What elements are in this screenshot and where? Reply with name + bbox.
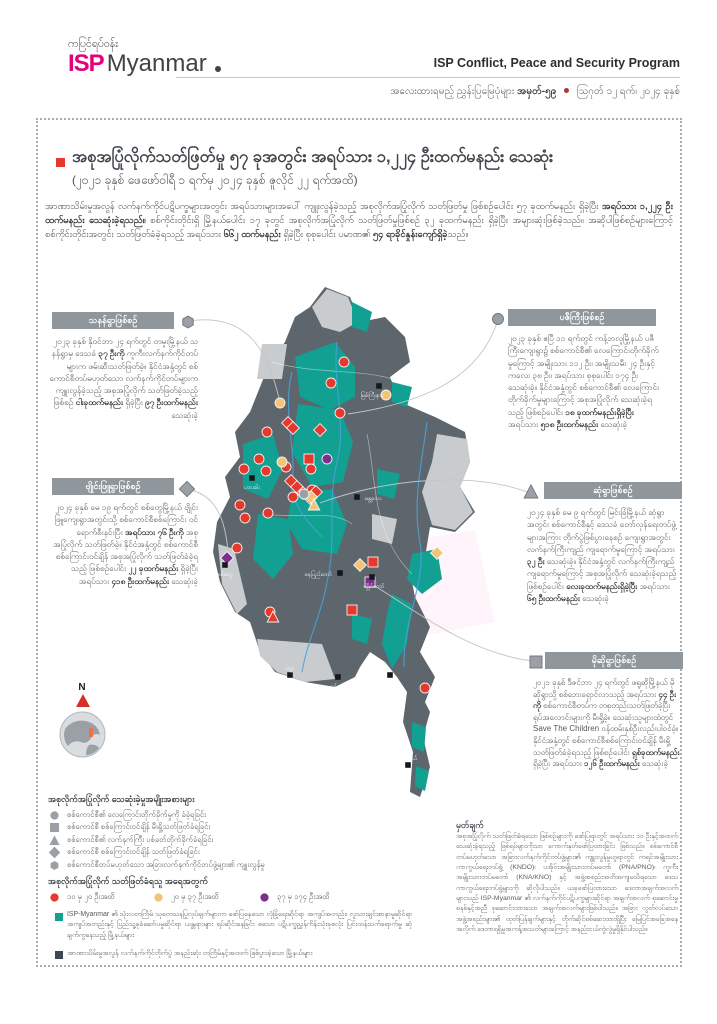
svg-text:နေပြည်တော်: နေပြည်တော်: [304, 572, 332, 578]
globe-icon: [59, 711, 106, 758]
notes-text: အစုအပြုံလိုက် သတ်ဖြတ်ခံရသော ဖြစ်စဉ်များကို ဖော်ပြရာတွင် အရပ်သား ၁၀ ဦးနှင့်အထက် သေဆုံးခဲ့ရသည့် ဖြစ်ရပ်များကိုသာ ကောက်နုတ်ဖော်ပြထားခြင်း ဖြစ်သည်။ စစ်ကောင်စီတပ်မဟုတ်သော အခြားလက်နက်ကိုင်တပ်ဖွဲ့များ၏ ကျူးလွန်မှုဟူရာတွင် ကရင်အမျိုးသား ကာကွယ်ရေးတပ်ဖွဲ့ (KNDO)၊ ပအိုဝ်းအမျိုးသားတပ်မတော် (PNA/PNO)၊ ကူကီးအမျိုးသားတပ်မတော် (KNA/KNO) နှင့် အဖွဲ့အစည်းအတိအကျမသိရသော ဒေသကာကွယ်ရေးတပ်ဖွဲ့များကို ဆိုလိုပါသည်။ ယခုဖော်ပြထားသော ဒေတာအချက်အလက်များသည် ISP-Myanmar ၏ လက်နက်ကိုင်ပဋိပက္ခများဆိုင်ရာ အချက်အလက် စုဆောင်းမှုစနစ်နှင့်အညီ စုဆောင်းထားသော အချက်အလက်များဖြစ်ပါသည်။ အခြား လွတ်လပ်သောအဖွဲ့အစည်းများ၏ ထုတ်ပြန်ချက်များနှင့် တိုက်ဆိုင်စစ်ဆေးထားရှိပြီး မြေပြင်အခြေအနေအလိုက် ဒေတာရရှိမှုအကန့်အသတ်များကြောင့် အနည်းငယ်ကွဲလွဲမှုရှိနိုင်ပါသည်။: [456, 833, 678, 933]
lead-paragraph: အာဏာသိမ်းမှုအလွန် လက်နက်ကိုင်ပဋိပက္ခများအတွင်း အရပ်သားများအပေါ် ကျူးလွန်ခဲ့သည့် အစုလိုက်အပြုံလိုက် သတ်ဖြတ်မှု ဖြစ်စဉ်ပေါင်း ၅၇ ခုထက်မနည်း ရှိခဲ့ပြီး အရပ်သား ၁,၂၂၄ ဦးထက်မနည်း သေဆုံးခဲ့ရသည်။ စစ်ကိုင်းတိုင်းရှိ မြို့နယ်ပေါင်း ၁၇ ခုတွင် အစုလိုက်အပြုံလိုက် သတ်ဖြတ်မှုဖြစ်စဉ် ၃၂ ခုထက်မနည်း ရှိခဲ့ပြီး အများဆုံးဖြစ်ခဲ့သည်။ အဆိုပါဖြစ်စဉ်များကြောင့် စစ်ကိုင်းတိုင်းအတွင်း သတ်ဖြတ်ခံခဲ့ရသည့် အရပ်သား ၆၆၂ ထက်မနည်း ရှိခဲ့ပြီး စုစုပေါင်း ပမာဏ၏ ၅၄ ရာခိုင်နှုန်းကျော်ရှိခဲ့သည်။: [45, 201, 673, 240]
legend-count-large: ၃၇ မှ ၁၇၄ ဦးအထိ: [258, 891, 329, 904]
byaingphyu-diamond-icon: [179, 481, 195, 497]
pazigyi-circle-icon: [490, 311, 506, 327]
callout-byaingphyu-body: ၂၀၂၄ ခုနှစ် မေ ၁၉ ရက်တွင် စစ်တွေမြို့နယ် ဗျိုင်းဖြူကျေးရွာအတွင်းသို့ စစ်ကောင်စီစစ်ကြောင်း ဝင်ရောက်စီးနင်းပြီး အရပ်သား ၇၆ ဦးကို အစုအပြုံလိုက် သတ်ဖြတ်ခဲ့။ နိုင်ငံအနှံ့တွင် စစ်ကောင်စီ စစ်ကြောင်းဝင်ချိန် အစုအပြုံလိုက် သတ်ဖြတ်ခံခဲ့ရသည့် ဖြစ်စဉ်ပေါင်း ၂၂ ခုထက်မနည်း ရှိခဲ့ပြီး အရပ်သား ၄၁၈ ဦးထက်မနည်း သေဆုံးခဲ့: [53, 503, 198, 586]
issue-date: ဩဂုတ် ၁၂ ရက်၊ ၂၀၂၄ ခုနှစ်: [576, 86, 680, 97]
svg-text:လွိုင်ကော်: လွိုင်ကော်: [363, 584, 385, 590]
header-divider: [176, 77, 680, 78]
raid-diamond-icon: [48, 846, 61, 859]
logo-dot-icon: [215, 66, 221, 72]
callout-moso-title: မိုဆိုရွာဖြစ်စဉ်: [545, 652, 683, 669]
legend-count-small: ၁၀ မှ ၂၀ ဦးအထိ: [48, 891, 152, 904]
legend-type-airstrike: စစ်ကောင်စီ၏ လေကြောင်းတိုက်ခိုက်မှုကို ခံခဲ့ရခြင်း: [48, 809, 265, 822]
legend-count-medium: ၂၀ မှ ၃၇ ဦးအထိ: [152, 891, 258, 904]
callout-pazigyi-title: ပဇီကြီးဖြစ်စဉ်: [508, 309, 656, 326]
notes-title: မှတ်ချက်: [456, 820, 484, 830]
page-subtitle: (၂၀၂၁ ခုနှစ် ဖေဖော်ဝါရီ ၁ ရက်မှ ၂၀၂၄ ခုနှစ် ဇူလိုင် ၂၂ ရက်အထိ): [72, 173, 358, 187]
legend-type-other-groups: စစ်ကောင်စီတပ်မဟုတ်သော အခြားလက်နက်ကိုင်တပ်ဖွဲ့များ၏ ကျူးလွန်မှု: [48, 859, 265, 872]
issue-line: [160, 84, 680, 99]
other-groups-hexagon-icon: [48, 859, 61, 872]
count-red-dot-icon: [48, 891, 61, 904]
legend-type-artillery: စစ်ကောင်စီ၏ လက်နက်ကြီး ပစ်ခတ်တိုက်ခိုက်ခံရခြင်း: [48, 834, 265, 847]
myanmar-map: [140, 282, 560, 802]
callout-sone-title: ဆုံရွာဖြစ်စဉ်: [544, 482, 682, 499]
legend-type-raid: စစ်ကောင်စီ စစ်ကြောင်းဝင်ချိန် သတ်ဖြတ်ခံရခြင်း: [48, 847, 265, 860]
moso-square-icon: [528, 654, 544, 670]
artillery-triangle-icon: [48, 834, 61, 847]
callout-sone-body: ၂၀၂၄ ခုနှစ် မေ ၉ ရက်တွင် မြင်းခြံမြို့နယ် ဆုံရွာအတွင်း စစ်ကောင်စီနှင့် ဒေသခံ တော်လှန်ရေးတပ်ဖွဲ့များအကြား တိုက်ပွဲဖြစ်ပွားနေစဉ် ကျေးရွာအတွင်း လက်နက်ကြီးကျည် ကျရောက်မှုကြောင့် အရပ်သား ၃၂ ဦး သေဆုံးခဲ့။ နိုင်ငံအနှံ့တွင် လက်နက်ကြီးကျည် ကျရောက်မှုကြောင့် အစုအပြုံလိုက် သေဆုံးခဲ့ရသည့် ဖြစ်စဉ်ပေါင်း လေးခုထက်မနည်းရှိခဲ့ပြီး အရပ်သား ၆၅ ဦးထက်မနည်း သေဆုံးခဲ့: [527, 508, 677, 604]
org-tagline: ကပြင်ရပ်ဝန်း: [68, 38, 118, 50]
airstrike-circle-icon: [48, 809, 61, 822]
slate-swatch-icon: [55, 951, 63, 959]
issue-text: အလေးထားရမည့် ညွှန်းပြမြေပုံများ: [390, 86, 518, 97]
legend-counts-list: [48, 891, 329, 904]
compass-north-label: N: [78, 682, 86, 693]
legend-type-arson: စစ်ကောင်စီ စစ်ကြောင်းဝင်ချိန် မီးရှို့သတ်ဖြတ်ခံရခြင်း: [48, 822, 265, 835]
count-purple-dot-icon: [258, 891, 271, 904]
page-title: အစုအပြုံလိုက်သတ်ဖြတ်မှု ၅၇ ခုအတွင်း အရပ်သား ၁,၂၂၄ ဦးထက်မနည်း သေဆုံး: [72, 148, 554, 166]
bullet-dot-icon: [564, 88, 569, 93]
count-yellow-dot-icon: [152, 891, 165, 904]
teal-swatch-icon: [55, 913, 63, 921]
svg-text:မော်လမြိုင်: မော်လမြိုင်: [361, 679, 383, 685]
svg-text:မန္တလေး: မန္တလေး: [365, 496, 382, 502]
thanan-hexagon-icon: [180, 314, 196, 330]
footnote-teal: ISP-Myanmar ၏ သုံးလတကြိမ် သုတေသနပြုလုပ်ချက်များက ဖော်ပြနေသော လုံခြုံရေးဆိုင်ရာ အကျပ်အတည်း၊ လူသားချင်းစာနာမှုဆိုင်ရာ အကျပ်အတည်းနှင့် ပြည်သူ့ခုခံဆော်ပမှုဆိုင်ရာ ယန္တရားများ ရပ်ဆိုင်းနေခြင်း စသော ပဋိပက္ခညွှန်ကိန်းသုံးခုစလုံး ပြင်းထန်သက်ရောက်မှု ဆုံချက်ကွနေသည့် မြို့နယ်များ: [67, 911, 412, 939]
arson-square-icon: [48, 821, 61, 834]
issue-number: အမှတ်-၅၉: [517, 86, 557, 97]
svg-text:ဟားခါး: ဟားခါး: [244, 485, 260, 491]
logo-myanmar-text: Myanmar: [106, 50, 207, 77]
isp-myanmar-logo: [68, 50, 221, 78]
compass-arrow-icon: [76, 694, 90, 707]
svg-text:မြစ်ကြီးနား: မြစ်ကြီးနား: [360, 393, 384, 399]
legend-counts-title: အစုလိုက်အပြုံလိုက် သတ်ဖြတ်ခံရသူ အရေအတွက်: [48, 876, 208, 886]
sone-triangle-icon: [523, 484, 539, 500]
svg-text:ပဲခူး: ပဲခူး: [285, 666, 295, 672]
title-bullet-icon: [56, 158, 65, 167]
program-title: ISP Conflict, Peace and Security Program: [433, 56, 680, 70]
svg-text:ရန်ကုန်: ရန်ကုန်: [330, 684, 346, 690]
callout-moso-body: ၂၀၂၁ ခုနှစ် ဒီဇင်ဘာ ၂၄ ရက်တွင် ဖရူဆိုမြို့နယ် မိုဆိုရွာသို့ စစ်ဘေးရှောင်လာသည့် အရပ်သား ၄၄ ဦးကို စစ်ကောင်စီတပ်က တစုတည်းသတ်ဖြတ်ခဲ့ပြီး ရုပ်အလောင်းများကို မီးရှို့ခဲ့။ သေဆုံးသူများထဲတွင် Save The Children ဝန်ထမ်းနှစ်ဦးလည်းပါဝင်ခဲ့။ နိုင်ငံအနှံ့တွင် စစ်ကောင်စီစစ်ကြောင်းဝင်ချိန် မီးရှို့သတ်ဖြတ်ခံခဲ့ရသည့် ဖြစ်စဉ်ပေါင်း ရှစ်ခုထက်မနည်း ရှိခဲ့ပြီး အရပ်သား ၁၂၆ ဦးထက်မနည်း သေဆုံးခဲ့: [533, 678, 680, 769]
callout-thanan-body: ၂၀၂၃ ခုနှစ် နိုဝင်ဘာ ၂၄ ရက်တွင် တမူးမြို့နယ် သနန်ရွာမှ ဒေသခံ ၃၇ ဦးကို ကူကီးလက်နက်ကိုင်တပ်များက ဖမ်းဆီးသတ်ဖြတ်ခဲ့။ နိုင်ငံအနှံ့တွင် စစ်ကောင်စီတပ်မဟုတ်သော လက်နက်ကိုင်တပ်များက ကျူးလွန်ခဲ့သည့် အစုအပြုံလိုက် သတ်ဖြတ်ခဲ့သည့်ဖြစ်စဉ် ငါးခုထက်မနည်း ရှိခဲ့ပြီး ၉၇ ဦးထက်မနည်း သေဆုံးခဲ့: [49, 337, 198, 420]
callout-thanan-title: သနန်ရွာဖြစ်စဉ်: [52, 312, 174, 329]
svg-text:စစ်တွေ: စစ်တွေ: [217, 572, 233, 578]
svg-text:ထားဝယ်: ထားဝယ်: [398, 756, 418, 762]
callout-pazigyi-body: ၂၀၂၃ ခုနှစ် ဧပြီ ၁၁ ရက်တွင် ကန့်ဘလူမြို့နယ် ပဇီကြီးကျေးရွာ၌ စစ်ကောင်စီ၏ လေကြောင်းတိုက်ခိုက်မှုကြောင့် အမျိုးသား ၁၁၂ ဦး၊ အမျိုးသမီး ၂၄ ဦးနှင့် ကလေး ၃၈ ဦး၊ အရပ်သား စုစုပေါင်း ၁၇၄ ဦး သေဆုံးခဲ့။ နိုင်ငံအနှံ့တွင် စစ်ကောင်စီ၏ လေကြောင်းတိုက်ခိုက်မှုများကြောင့် အစုအပြုံလိုက် သေဆုံးခဲ့ရသည့် ဖြစ်စဉ်ပေါင်း ၁၈ ခုထက်မနည်းရှိခဲ့ပြီး အရပ်သား ၅၁၈ ဦးထက်မနည်း သေဆုံးခဲ့: [508, 334, 660, 430]
legend-types-list: [48, 809, 265, 872]
legend-types-title: အစုလိုက်အပြုံလိုက် သေဆုံးခဲ့မှုအမျိုးအစားများ: [48, 794, 195, 804]
logo-isp-text: ISP: [68, 50, 104, 77]
footnote-slate: အာဏာသိမ်းမှုအလွန် လက်နက်ကိုင်တိုက်ပွဲ အနည်းဆုံး တကြိမ်နှင့်အထက် ဖြစ်ပွားခဲ့သော မြို့နယ်များ: [67, 950, 313, 957]
callout-byaingphyu-title: ဗျိုင်းဖြူရွာဖြစ်စဉ်: [52, 478, 174, 495]
